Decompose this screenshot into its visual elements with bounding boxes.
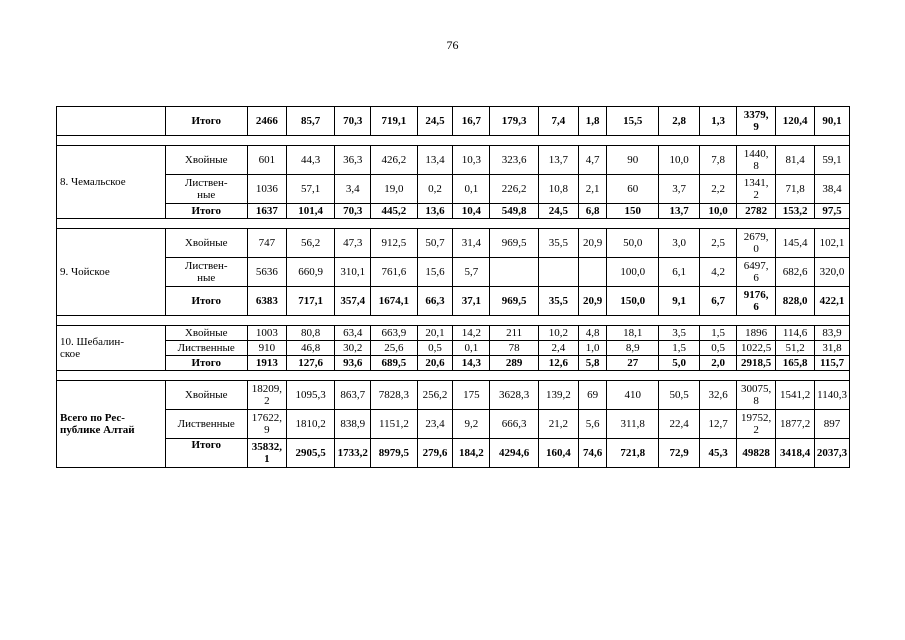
value-cell: 31,4	[453, 229, 490, 258]
value-cell: 6383	[247, 287, 286, 316]
value-cell: 90,1	[815, 107, 850, 136]
region-cell: Всего по Рес- публике Алтай	[57, 381, 166, 468]
value-cell: 323,6	[490, 146, 539, 175]
value-cell: 150	[607, 204, 659, 219]
value-cell: 30,2	[335, 341, 371, 356]
value-cell: 51,2	[776, 341, 815, 356]
table-row	[57, 146, 850, 175]
table-row	[57, 258, 850, 287]
value-cell: 4,7	[578, 146, 606, 175]
value-cell: 175	[453, 381, 490, 410]
section-spacer	[57, 136, 850, 146]
value-cell: 828,0	[776, 287, 815, 316]
value-cell: 1003	[247, 326, 286, 341]
value-cell: 2,0	[700, 356, 737, 371]
value-cell: 3628,3	[490, 381, 539, 410]
region-cell: 9. Чойское	[57, 229, 166, 316]
value-cell: 19,0	[371, 175, 417, 204]
value-cell: 1341, 2	[737, 175, 776, 204]
value-cell: 83,9	[815, 326, 850, 341]
value-cell: 127,6	[286, 356, 335, 371]
value-cell: 3379, 9	[737, 107, 776, 136]
type-cell: Итого	[165, 287, 247, 316]
value-cell: 2,2	[700, 175, 737, 204]
type-cell: Хвойные	[165, 326, 247, 341]
value-cell: 2,5	[700, 229, 737, 258]
value-cell: 663,9	[371, 326, 417, 341]
value-cell: 38,4	[815, 175, 850, 204]
value-cell: 320,0	[815, 258, 850, 287]
value-cell: 256,2	[417, 381, 453, 410]
value-cell: 1877,2	[776, 410, 815, 439]
spacer-cell	[57, 371, 850, 381]
value-cell: 97,5	[815, 204, 850, 219]
value-cell: 10,8	[538, 175, 578, 204]
value-cell: 0,5	[417, 341, 453, 356]
value-cell: 46,8	[286, 341, 335, 356]
value-cell: 30075, 8	[737, 381, 776, 410]
value-cell: 1,5	[700, 326, 737, 341]
value-cell: 5636	[247, 258, 286, 287]
value-cell: 912,5	[371, 229, 417, 258]
region-cell	[57, 107, 166, 136]
value-cell: 1,5	[659, 341, 700, 356]
value-cell: 2,4	[538, 341, 578, 356]
table-row	[57, 175, 850, 204]
type-cell: Итого	[165, 356, 247, 371]
value-cell: 3,4	[335, 175, 371, 204]
value-cell: 13,7	[538, 146, 578, 175]
value-cell: 115,7	[815, 356, 850, 371]
value-cell: 1637	[247, 204, 286, 219]
value-cell: 1095,3	[286, 381, 335, 410]
value-cell: 25,6	[371, 341, 417, 356]
value-cell: 81,4	[776, 146, 815, 175]
value-cell: 426,2	[371, 146, 417, 175]
value-cell: 1140,3	[815, 381, 850, 410]
value-cell: 12,7	[700, 410, 737, 439]
value-cell: 1036	[247, 175, 286, 204]
value-cell: 21,2	[538, 410, 578, 439]
value-cell: 153,2	[776, 204, 815, 219]
value-cell: 139,2	[538, 381, 578, 410]
value-cell: 747	[247, 229, 286, 258]
value-cell: 1541,2	[776, 381, 815, 410]
value-cell: 85,7	[286, 107, 335, 136]
value-cell: 310,1	[335, 258, 371, 287]
value-cell: 5,8	[578, 356, 606, 371]
page-number: 76	[446, 38, 459, 52]
value-cell: 114,6	[776, 326, 815, 341]
value-cell: 100,0	[607, 258, 659, 287]
value-cell: 969,5	[490, 229, 539, 258]
value-cell: 72,9	[659, 439, 700, 468]
value-cell: 18,1	[607, 326, 659, 341]
value-cell: 15,5	[607, 107, 659, 136]
value-cell: 23,4	[417, 410, 453, 439]
forest-statistics-table	[56, 106, 850, 468]
section-spacer	[57, 371, 850, 381]
type-cell: Лиственные	[165, 341, 247, 356]
value-cell: 10,2	[538, 326, 578, 341]
value-cell: 7828,3	[371, 381, 417, 410]
value-cell: 20,9	[578, 229, 606, 258]
value-cell: 2,1	[578, 175, 606, 204]
value-cell: 90	[607, 146, 659, 175]
value-cell: 10,4	[453, 204, 490, 219]
value-cell: 37,1	[453, 287, 490, 316]
value-cell: 2905,5	[286, 439, 335, 468]
type-cell: Хвойные	[165, 381, 247, 410]
value-cell: 897	[815, 410, 850, 439]
value-cell: 1810,2	[286, 410, 335, 439]
table-row	[57, 204, 850, 219]
value-cell: 682,6	[776, 258, 815, 287]
value-cell: 6,8	[578, 204, 606, 219]
value-cell: 35,5	[538, 287, 578, 316]
value-cell: 9176, 6	[737, 287, 776, 316]
table-row	[57, 381, 850, 410]
value-cell: 59,1	[815, 146, 850, 175]
table-row	[57, 356, 850, 371]
value-cell: 78	[490, 341, 539, 356]
table-row	[57, 410, 850, 439]
type-cell: Итого	[165, 107, 247, 136]
value-cell: 2782	[737, 204, 776, 219]
value-cell: 7,4	[538, 107, 578, 136]
value-cell: 1913	[247, 356, 286, 371]
value-cell: 50,5	[659, 381, 700, 410]
value-cell: 63,4	[335, 326, 371, 341]
value-cell: 49828	[737, 439, 776, 468]
value-cell: 47,3	[335, 229, 371, 258]
value-cell: 721,8	[607, 439, 659, 468]
value-cell: 601	[247, 146, 286, 175]
value-cell: 1151,2	[371, 410, 417, 439]
table-row	[57, 439, 850, 468]
value-cell: 9,1	[659, 287, 700, 316]
value-cell: 20,1	[417, 326, 453, 341]
value-cell: 863,7	[335, 381, 371, 410]
value-cell: 2918,5	[737, 356, 776, 371]
value-cell: 69	[578, 381, 606, 410]
value-cell: 0,5	[700, 341, 737, 356]
value-cell: 410	[607, 381, 659, 410]
section-spacer	[57, 316, 850, 326]
value-cell: 24,5	[417, 107, 453, 136]
value-cell: 45,3	[700, 439, 737, 468]
type-cell: Итого	[165, 439, 247, 468]
value-cell: 145,4	[776, 229, 815, 258]
value-cell: 1,3	[700, 107, 737, 136]
spacer-cell	[57, 316, 850, 326]
value-cell: 35,5	[538, 229, 578, 258]
value-cell: 60	[607, 175, 659, 204]
value-cell: 838,9	[335, 410, 371, 439]
value-cell: 35832, 1	[247, 439, 286, 468]
value-cell: 20,6	[417, 356, 453, 371]
value-cell: 31,8	[815, 341, 850, 356]
value-cell: 0,2	[417, 175, 453, 204]
table-row	[57, 326, 850, 341]
type-cell: Итого	[165, 204, 247, 219]
value-cell: 22,4	[659, 410, 700, 439]
table-row	[57, 229, 850, 258]
value-cell: 15,6	[417, 258, 453, 287]
value-cell: 666,3	[490, 410, 539, 439]
value-cell: 717,1	[286, 287, 335, 316]
value-cell: 16,7	[453, 107, 490, 136]
table-row	[57, 107, 850, 136]
value-cell: 19752, 2	[737, 410, 776, 439]
value-cell: 2,8	[659, 107, 700, 136]
value-cell: 71,8	[776, 175, 815, 204]
value-cell: 10,0	[700, 204, 737, 219]
value-cell: 14,2	[453, 326, 490, 341]
value-cell: 1440, 8	[737, 146, 776, 175]
spacer-cell	[57, 136, 850, 146]
type-cell: Хвойные	[165, 229, 247, 258]
value-cell: 102,1	[815, 229, 850, 258]
value-cell	[490, 258, 539, 287]
value-cell: 1022,5	[737, 341, 776, 356]
value-cell: 17622, 9	[247, 410, 286, 439]
value-cell: 3418,4	[776, 439, 815, 468]
table-row	[57, 341, 850, 356]
value-cell: 13,7	[659, 204, 700, 219]
value-cell: 165,8	[776, 356, 815, 371]
value-cell: 1896	[737, 326, 776, 341]
value-cell: 660,9	[286, 258, 335, 287]
value-cell: 18209, 2	[247, 381, 286, 410]
value-cell: 24,5	[538, 204, 578, 219]
value-cell: 13,4	[417, 146, 453, 175]
spacer-cell	[57, 219, 850, 229]
value-cell: 44,3	[286, 146, 335, 175]
value-cell: 70,3	[335, 204, 371, 219]
value-cell: 1733,2	[335, 439, 371, 468]
value-cell: 969,5	[490, 287, 539, 316]
value-cell: 8979,5	[371, 439, 417, 468]
value-cell: 179,3	[490, 107, 539, 136]
value-cell: 36,3	[335, 146, 371, 175]
value-cell: 1,0	[578, 341, 606, 356]
type-cell: Листвен- ные	[165, 175, 247, 204]
table-row	[57, 287, 850, 316]
value-cell: 211	[490, 326, 539, 341]
value-cell: 279,6	[417, 439, 453, 468]
value-cell: 311,8	[607, 410, 659, 439]
value-cell: 184,2	[453, 439, 490, 468]
value-cell: 20,9	[578, 287, 606, 316]
value-cell: 3,7	[659, 175, 700, 204]
value-cell: 57,1	[286, 175, 335, 204]
value-cell: 2037,3	[815, 439, 850, 468]
value-cell: 14,3	[453, 356, 490, 371]
value-cell: 32,6	[700, 381, 737, 410]
value-cell: 226,2	[490, 175, 539, 204]
value-cell: 5,0	[659, 356, 700, 371]
value-cell: 3,5	[659, 326, 700, 341]
value-cell: 5,7	[453, 258, 490, 287]
value-cell: 160,4	[538, 439, 578, 468]
value-cell: 6497, 6	[737, 258, 776, 287]
value-cell: 445,2	[371, 204, 417, 219]
value-cell: 150,0	[607, 287, 659, 316]
value-cell: 74,6	[578, 439, 606, 468]
value-cell: 10,3	[453, 146, 490, 175]
value-cell: 7,8	[700, 146, 737, 175]
value-cell: 50,7	[417, 229, 453, 258]
value-cell: 56,2	[286, 229, 335, 258]
value-cell: 93,6	[335, 356, 371, 371]
value-cell: 1,8	[578, 107, 606, 136]
value-cell: 1674,1	[371, 287, 417, 316]
value-cell: 10,0	[659, 146, 700, 175]
value-cell: 70,3	[335, 107, 371, 136]
value-cell: 80,8	[286, 326, 335, 341]
value-cell: 120,4	[776, 107, 815, 136]
value-cell: 4,2	[700, 258, 737, 287]
value-cell: 719,1	[371, 107, 417, 136]
value-cell: 8,9	[607, 341, 659, 356]
value-cell: 12,6	[538, 356, 578, 371]
region-cell: 8. Чемальское	[57, 146, 166, 219]
value-cell: 689,5	[371, 356, 417, 371]
value-cell: 2679, 0	[737, 229, 776, 258]
value-cell: 3,0	[659, 229, 700, 258]
value-cell: 0,1	[453, 175, 490, 204]
value-cell: 4294,6	[490, 439, 539, 468]
value-cell: 13,6	[417, 204, 453, 219]
value-cell	[538, 258, 578, 287]
value-cell: 761,6	[371, 258, 417, 287]
table-body	[57, 107, 850, 468]
value-cell: 910	[247, 341, 286, 356]
value-cell: 422,1	[815, 287, 850, 316]
value-cell: 50,0	[607, 229, 659, 258]
value-cell: 289	[490, 356, 539, 371]
value-cell	[578, 258, 606, 287]
value-cell: 6,1	[659, 258, 700, 287]
value-cell: 549,8	[490, 204, 539, 219]
type-cell: Листвен- ные	[165, 258, 247, 287]
value-cell: 2466	[247, 107, 286, 136]
value-cell: 357,4	[335, 287, 371, 316]
section-spacer	[57, 219, 850, 229]
value-cell: 5,6	[578, 410, 606, 439]
value-cell: 66,3	[417, 287, 453, 316]
type-cell: Хвойные	[165, 146, 247, 175]
value-cell: 6,7	[700, 287, 737, 316]
type-cell: Лиственные	[165, 410, 247, 439]
value-cell: 4,8	[578, 326, 606, 341]
value-cell: 27	[607, 356, 659, 371]
value-cell: 101,4	[286, 204, 335, 219]
value-cell: 0,1	[453, 341, 490, 356]
region-cell: 10. Шебалин- ское	[57, 326, 166, 371]
value-cell: 9,2	[453, 410, 490, 439]
